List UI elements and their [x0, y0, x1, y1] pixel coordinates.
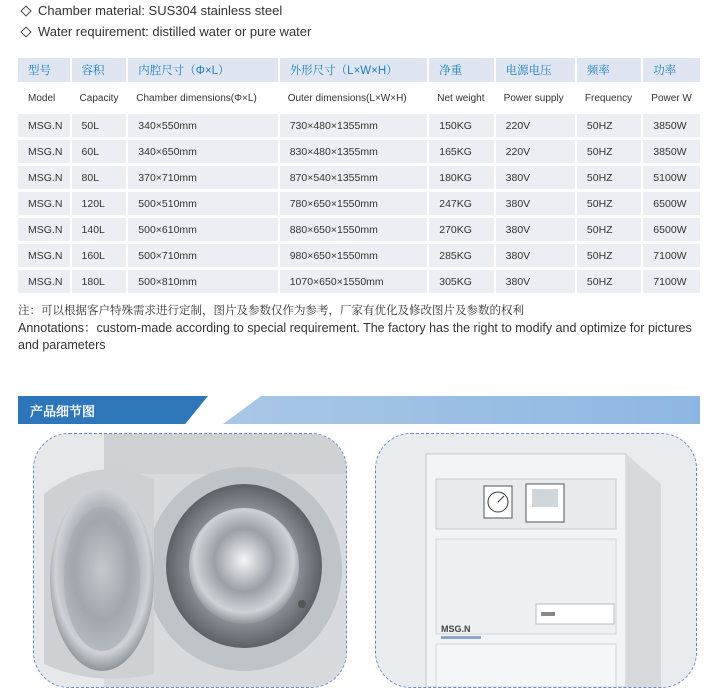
table-cell: 7100W — [641, 244, 700, 267]
header-en-cell: Power W — [651, 92, 692, 104]
table-header-en — [18, 85, 700, 111]
table-cell: MSG.N — [18, 140, 70, 163]
table-cell: 6500W — [641, 192, 700, 215]
bullet-text: Water requirement: distilled water or pure water — [38, 24, 312, 39]
table-cell: 50HZ — [575, 270, 641, 293]
table-cell: 160L — [70, 244, 127, 267]
table-cell: 220V — [494, 140, 575, 163]
table-row — [18, 140, 700, 163]
bullet-text: Chamber material: SUS304 stainless steel — [38, 3, 283, 18]
header-en-cell: Outer dimensions(L×W×H) — [287, 92, 407, 104]
header-en-cell: Chamber dimensions(Φ×L) — [136, 92, 257, 104]
table-row — [18, 114, 700, 137]
table-cell: 50L — [70, 114, 127, 137]
table-row — [18, 218, 700, 241]
table-cell: 7100W — [641, 270, 700, 293]
table-cell: 3850W — [641, 114, 700, 137]
header-cn-cell: 电源电压 — [494, 58, 575, 82]
table-cell: 50HZ — [575, 218, 641, 241]
table-cell: 80L — [70, 166, 127, 189]
table-row — [18, 166, 700, 189]
table-cell: 1070×650×1550mm — [278, 270, 428, 293]
table-cell: MSG.N — [18, 218, 70, 241]
table-cell: 870×540×1355mm — [278, 166, 428, 189]
table-cell: MSG.N — [18, 270, 70, 293]
header-cn-cell: 型号 — [18, 58, 70, 82]
table-cell: 380V — [494, 166, 575, 189]
photo-autoclave-front — [375, 433, 697, 688]
autoclave-front-illustration — [376, 434, 696, 687]
spec-table — [18, 55, 700, 296]
diamond-bullet-icon — [20, 26, 31, 37]
table-cell: 50HZ — [575, 244, 641, 267]
autoclave-door-illustration — [34, 434, 346, 687]
header-cn-cell: 内腔尺寸（Φ×L） — [126, 58, 277, 82]
table-cell: 120L — [70, 192, 127, 215]
header-cn-cell: 净重 — [427, 58, 493, 82]
table-cell: 380V — [494, 244, 575, 267]
table-cell: 165KG — [427, 140, 493, 163]
table-cell: 830×480×1355mm — [278, 140, 428, 163]
table-row — [18, 270, 700, 293]
table-cell: 500×610mm — [126, 218, 277, 241]
table-cell: 500×810mm — [126, 270, 277, 293]
table-cell: 50HZ — [575, 140, 641, 163]
photo-autoclave-door-open — [33, 433, 347, 688]
table-cell: 150KG — [427, 114, 493, 137]
header-en-cell: Frequency — [584, 92, 633, 104]
banner-label: 产品细节图 — [30, 404, 96, 419]
table-cell: 980×650×1550mm — [278, 244, 428, 267]
table-cell: 370×710mm — [126, 166, 277, 189]
table-cell: 50HZ — [575, 166, 641, 189]
table-cell: 305KG — [427, 270, 493, 293]
bullet-chamber-material — [18, 0, 708, 21]
table-cell: 247KG — [427, 192, 493, 215]
table-cell: 340×550mm — [126, 114, 277, 137]
table-row — [18, 192, 700, 215]
table-cell: MSG.N — [18, 244, 70, 267]
table-cell: 50HZ — [575, 114, 641, 137]
table-cell: 5100W — [641, 166, 700, 189]
table-cell: 285KG — [427, 244, 493, 267]
table-row — [18, 244, 700, 267]
model-label: MSG.N — [441, 624, 471, 634]
table-cell: 6500W — [641, 218, 700, 241]
table-cell: 180L — [70, 270, 127, 293]
table-cell: 380V — [494, 192, 575, 215]
header-en-cell: Model — [28, 92, 56, 104]
header-en-cell: Net weight — [437, 92, 485, 104]
table-cell: 220V — [494, 114, 575, 137]
table-cell: 730×480×1355mm — [278, 114, 428, 137]
table-cell: MSG.N — [18, 166, 70, 189]
note-chinese: 注：可以根据客户特殊需求进行定制，图片及参数仅作为参考，厂家有优化及修改图片及参数的权利 — [18, 305, 524, 317]
table-cell: 50HZ — [575, 192, 641, 215]
table-cell: 340×650mm — [126, 140, 277, 163]
table-cell: MSG.N — [18, 114, 70, 137]
header-en-cell: Capacity — [79, 92, 119, 104]
table-cell: 140L — [70, 218, 127, 241]
header-cn-cell: 功率 — [641, 58, 700, 82]
spec-bullets — [18, 0, 708, 42]
header-cn-cell: 频率 — [575, 58, 641, 82]
table-cell: 380V — [494, 270, 575, 293]
table-header-cn — [18, 58, 700, 82]
table-cell: 500×510mm — [126, 192, 277, 215]
table-cell: 780×650×1550mm — [278, 192, 428, 215]
header-cn-cell: 容积 — [70, 58, 127, 82]
bullet-water-requirement — [18, 21, 708, 42]
table-cell: MSG.N — [18, 192, 70, 215]
header-en-cell: Power supply — [503, 92, 564, 104]
table-cell: 500×710mm — [126, 244, 277, 267]
table-cell: 380V — [494, 218, 575, 241]
table-cell: 3850W — [641, 140, 700, 163]
header-cn-cell: 外形尺寸（L×W×H） — [278, 58, 428, 82]
section-banner — [18, 396, 700, 424]
table-cell: 60L — [70, 140, 127, 163]
note-english: Annotations：custom-made according to special requirement. The factory has the right to modify and optimize for pictures and parameters — [18, 321, 692, 352]
table-cell: 270KG — [427, 218, 493, 241]
table-cell: 880×650×1550mm — [278, 218, 428, 241]
table-cell: 180KG — [427, 166, 493, 189]
diamond-bullet-icon — [20, 5, 31, 16]
banner-light-segment — [223, 396, 700, 424]
